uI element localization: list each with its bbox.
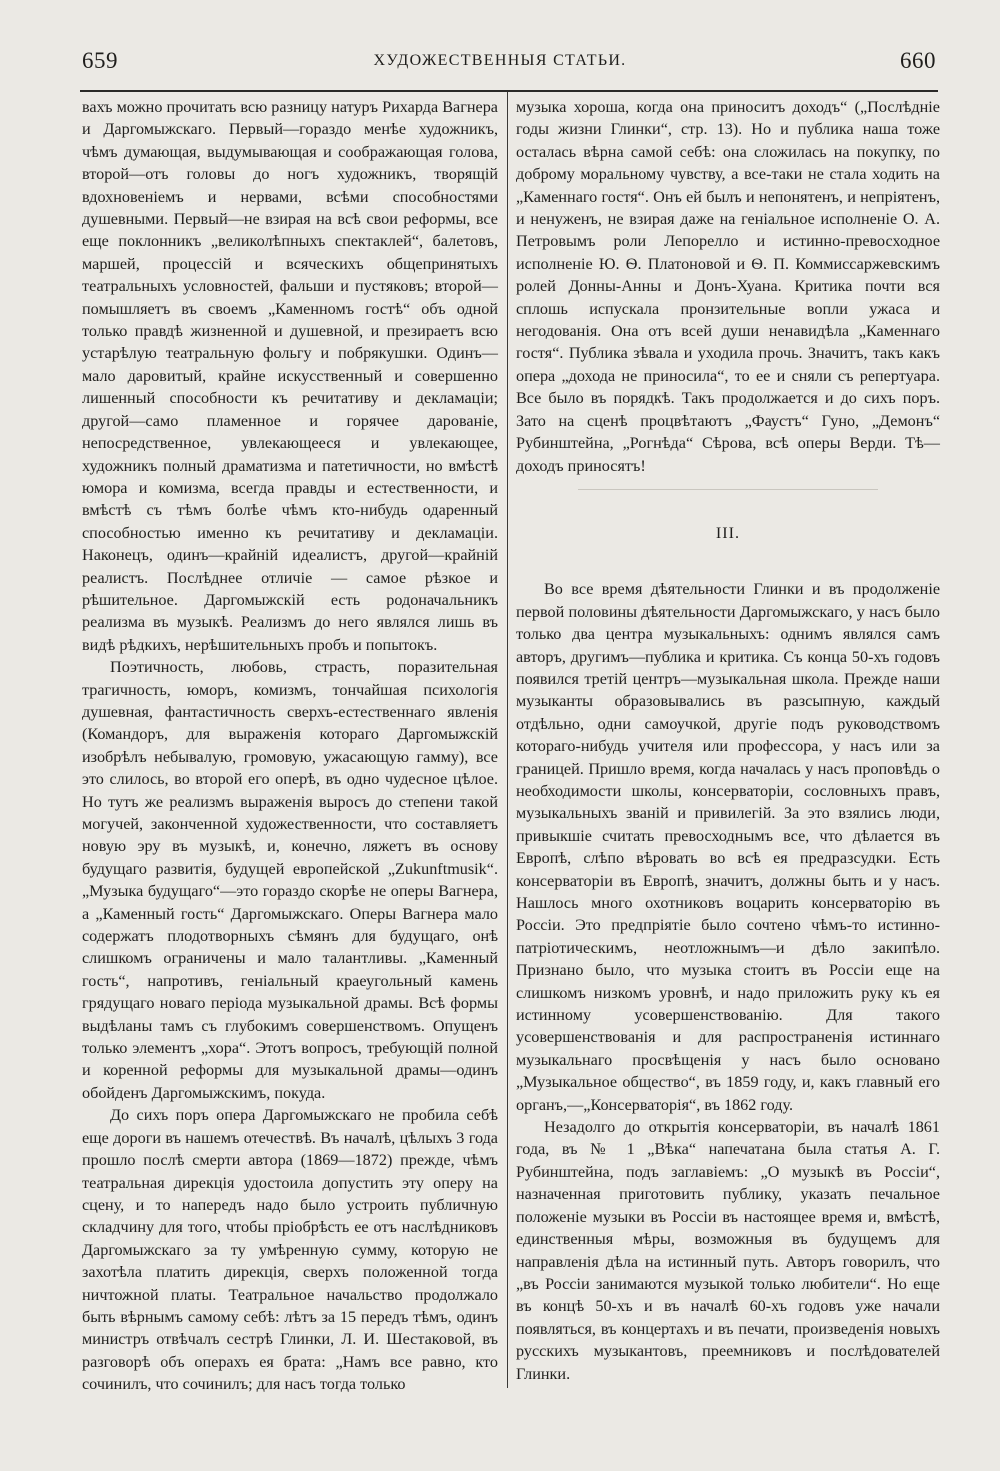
column-divider — [507, 92, 508, 1388]
page-header — [0, 40, 1000, 80]
header-rule — [80, 90, 938, 92]
right-column — [516, 96, 940, 1385]
faint-divider — [578, 489, 878, 490]
paragraph: Поэтичность, любовь, страсть, поразительная трагичность, юморъ, комизмъ, тончайшая психологія душевная, фантастичность сверхъ-естественнаго явленія (Командоръ, для выраженія котораго Даргомыжскій изобрѣлъ небывалую, громовую, ужасающую гамму), все это слилось, во второй его оперѣ, въ одно чудесное цѣлое. Но тутъ же реализмъ выраженія выросъ до степени такой могучей, законченной художественности, что составляетъ новую эру въ музыкѣ, и, конечно, ляжетъ въ основу будущаго развитія, будущей европейской „Zukunftmusik“. „Музыка будущаго“—это гораздо скорѣе не оперы Вагнера, а „Каменный гость“ Даргомыжскаго. Оперы Вагнера мало содержатъ плодотворныхъ сѣмянъ для будущаго, онѣ слишкомъ ограничены и мало талантливы. „Каменный гость“, напротивъ, геніальный краеугольный камень грядущаго новаго періода музыкальной драмы. Всѣ формы выдѣланы тамъ съ глубокимъ совершенствомъ. Опущенъ только элементъ „хора“. Этотъ вопросъ, требующій полной и коренной реформы для музыкальной драмы—одинъ обойденъ Даргомыжскимъ, покуда. — [82, 658, 498, 1102]
paragraph: До сихъ поръ опера Даргомыжскаго не пробила себѣ еще дороги въ нашемъ отечествѣ. Въ началѣ, цѣлыхъ 3 года прошло послѣ смерти автора (1869—1872) прежде, чѣмъ театральная дирекція удостоила допустить эту оперу на сцену, и то напередъ надо было устроить публичную складчину для того, чтобы пріобрѣсть ее отъ наслѣдниковъ Даргомыжскаго за ту умѣренную сумму, которую не захотѣла платить дирекція, сверхъ положенной тогда ничтожной платы. Театральное начальство продолжало быть вѣрнымъ самому себѣ: лѣтъ за 15 передъ тѣмъ, одинъ министръ отвѣчалъ сестрѣ Глинки, Л. И. Шестаковой, въ разговорѣ объ операхъ ея брата: „Намъ все равно, кто сочинилъ, что сочинилъ; для насъ тогда только — [82, 1106, 498, 1394]
paragraph: музыка хороша, когда она приноситъ доходъ“ („Послѣдніе годы жизни Глинки“, стр. 13). Но и публика наша тоже осталась вѣрна самой себѣ: она сложилась на покупку, по доброму моральному чувству, а все-таки не стала ходить на „Каменнаго гостя“. Онъ ей былъ и непонятенъ, и непріятенъ, и ненуженъ, не взирая даже на геніальное исполненіе О. А. Петровымъ роли Лепорелло и истинно-превосходное исполненіе Ю. Ѳ. Платоновой и Ѳ. П. Коммиссаржевскимъ ролей Донны-Анны и Донъ-Хуана. Критика почти вся сплошь испускала пронзительные вопли ужаса и негодованія. Она отъ всей души ненавидѣла „Каменнаго гостя“. Публика зѣвала и уходила прочь. Значитъ, такъ какъ опера „дохода не приносила“, то ее и сняли съ репертуара. Все было въ порядкѣ. Такъ продолжается и до сихъ поръ. Зато на сценѣ процвѣтаютъ „Фаустъ“ Гуно, „Демонъ“ Рубинштейна, „Рогнѣда“ Сѣрова, всѣ оперы Верди. Тѣ—доходъ приносятъ! — [516, 98, 940, 475]
left-page-number: 659 — [82, 48, 118, 73]
paragraph: вахъ можно прочитать всю разницу натуръ Рихарда Вагнера и Даргомыжскаго. Первый—гораздо менѣе художникъ, чѣмъ думающая, выдумывающая и соображающая голова, второй—отъ головы до ногъ художникъ, творящій вдохновеніемъ и нервами, всѣми способностями душевными. Первый—не взирая на всѣ свои реформы, все еще поклонникъ „великолѣпныхъ спектаклей“, балетовъ, маршей, процессій и всяческихъ общепринятыхъ театральныхъ условностей, фальши и пустяковъ; второй—помышляетъ въ своемъ „Каменномъ гостѣ“ объ одной только правдѣ жизненной и душевной, и презираетъ всю устарѣлую театральную фольгу и побрякушки. Одинъ—мало даровитый, крайне искусственный и совершенно лишенный способности къ речитативу и декламаціи; другой—само пламенное и горячее дарованіе, непосредственное, увлекающееся и увлекающее, художникъ полный драматизма и патетичности, но вмѣстѣ юмора и комизма, всегда правды и естественности, и вмѣстѣ съ тѣмъ болѣе чѣмъ кто-нибудь одаренный способностью именно къ речитативу и декламаціи. Наконецъ, одинъ—крайній идеалистъ, другой—крайній реалистъ. Послѣднее отличіе — самое рѣзкое и рѣшительное. Даргомыжскій есть родоначальникъ реализма въ музыкѣ. Реализмъ до него являлся лишь въ видѣ рѣдкихъ, нерѣшительныхъ пробъ и попытокъ. — [82, 98, 498, 654]
running-title: ХУДОЖЕСТВЕННЫЯ СТАТЬИ. — [373, 52, 627, 69]
left-column — [82, 96, 498, 1396]
section-heading: III. — [715, 523, 741, 542]
paragraph: Во все время дѣятельности Глинки и въ продолженіе первой половины дѣятельности Даргомыжскаго, у насъ было только два центра музыкальныхъ: однимъ являлся самъ авторъ, другимъ—публика и критика. Съ конца 50-хъ годовъ появился третій центръ—музыкальная школа. Прежде наши музыканты образовывались въ разсыпную, каждый отдѣльно, одни самоучкой, другіе подъ руководствомъ котораго-нибудь учителя или профессора, у насъ или за границей. Пришло время, когда началась у насъ проповѣдь о необходимости школы, консерваторіи, сословныхъ правъ, музыкальныхъ званій и привилегій. За это взялись люди, привыкшіе считать превосходнымъ все, что дѣлается въ Европѣ, слѣпо вѣровать во всѣ ея предразсудки. Есть консерваторіи въ Европѣ, значитъ, должны быть и у насъ. Нашлось много охотниковъ воцарить консерваторію въ Россіи. Это предпріятіе было сочтено чѣмъ-то истинно-патріотическимъ, неотложнымъ—и дѣло закипѣло. Признано было, что музыка стоитъ въ Россіи еще на слишкомъ низкомъ уровнѣ, и надо приложить руку къ ея истинному усовершенствованію. Для такого усовершенствованія и для распространенія истиннаго музыкальнаго просвѣщенія у насъ было основано „Музыкальное общество“, въ 1859 году, и, какъ главный его органъ,—„Консерваторія“, въ 1862 году. — [516, 580, 940, 1114]
paragraph: Незадолго до открытія консерваторіи, въ началѣ 1861 года, въ № 1 „Вѣка“ напечатана была статья А. Г. Рубинштейна, подъ заглавіемъ: „О музыкѣ въ Россіи“, назначенная приготовить публику, указать печальное положеніе музыки въ Россіи въ настоящее время и, вмѣстѣ, единственныя мѣры, возможныя въ будущемъ для направленія дѣла на истинный путь. Авторъ говорилъ, что „въ Россіи занимаются музыкой только любители“. Но еще въ концѣ 50-хъ и въ началѣ 60-хъ годовъ уже начали появляться, въ концертахъ и въ печати, произведенія новыхъ русскихъ музыкантовъ, преемниковъ и послѣдователей Глинки. — [516, 1118, 940, 1383]
right-page-number: 660 — [900, 48, 936, 73]
